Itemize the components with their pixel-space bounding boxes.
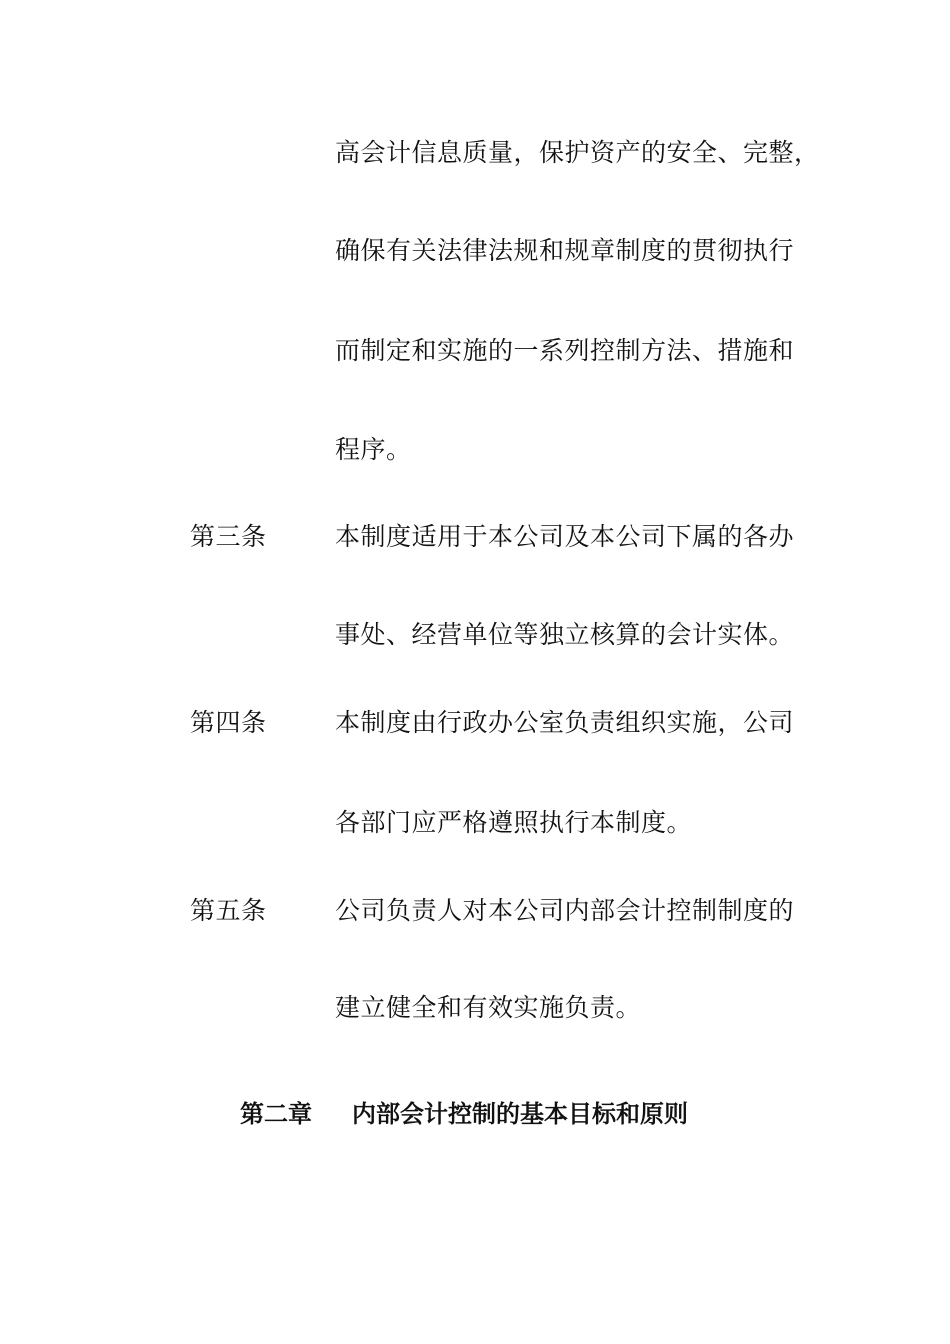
paragraph-line: 各部门应严格遵照执行本制度。 [335, 808, 693, 837]
paragraph-line: 本制度由行政办公室负责组织实施，公司 [335, 708, 795, 737]
paragraph-line: 建立健全和有效实施负责。 [335, 993, 642, 1022]
chapter-title: 内部会计控制的基本目标和原则 [352, 1100, 688, 1128]
paragraph-line: 程序。 [335, 435, 412, 464]
paragraph-line: 本制度适用于本公司及本公司下属的各办 [335, 522, 795, 551]
chapter-heading [240, 1098, 688, 1130]
chapter-number: 第二章 [240, 1100, 312, 1128]
article-label: 第四条 [190, 708, 267, 737]
paragraph-line: 事处、经营单位等独立核算的会计实体。 [335, 620, 795, 649]
paragraph-line: 而制定和实施的一系列控制方法、措施和 [335, 336, 795, 365]
paragraph-line: 公司负责人对本公司内部会计控制制度的 [335, 896, 795, 925]
paragraph-line: 高会计信息质量，保护资产的安全、完整， [335, 138, 820, 167]
article-label: 第三条 [190, 522, 267, 551]
article-label: 第五条 [190, 896, 267, 925]
paragraph-line: 确保有关法律法规和规章制度的贯彻执行 [335, 236, 795, 265]
